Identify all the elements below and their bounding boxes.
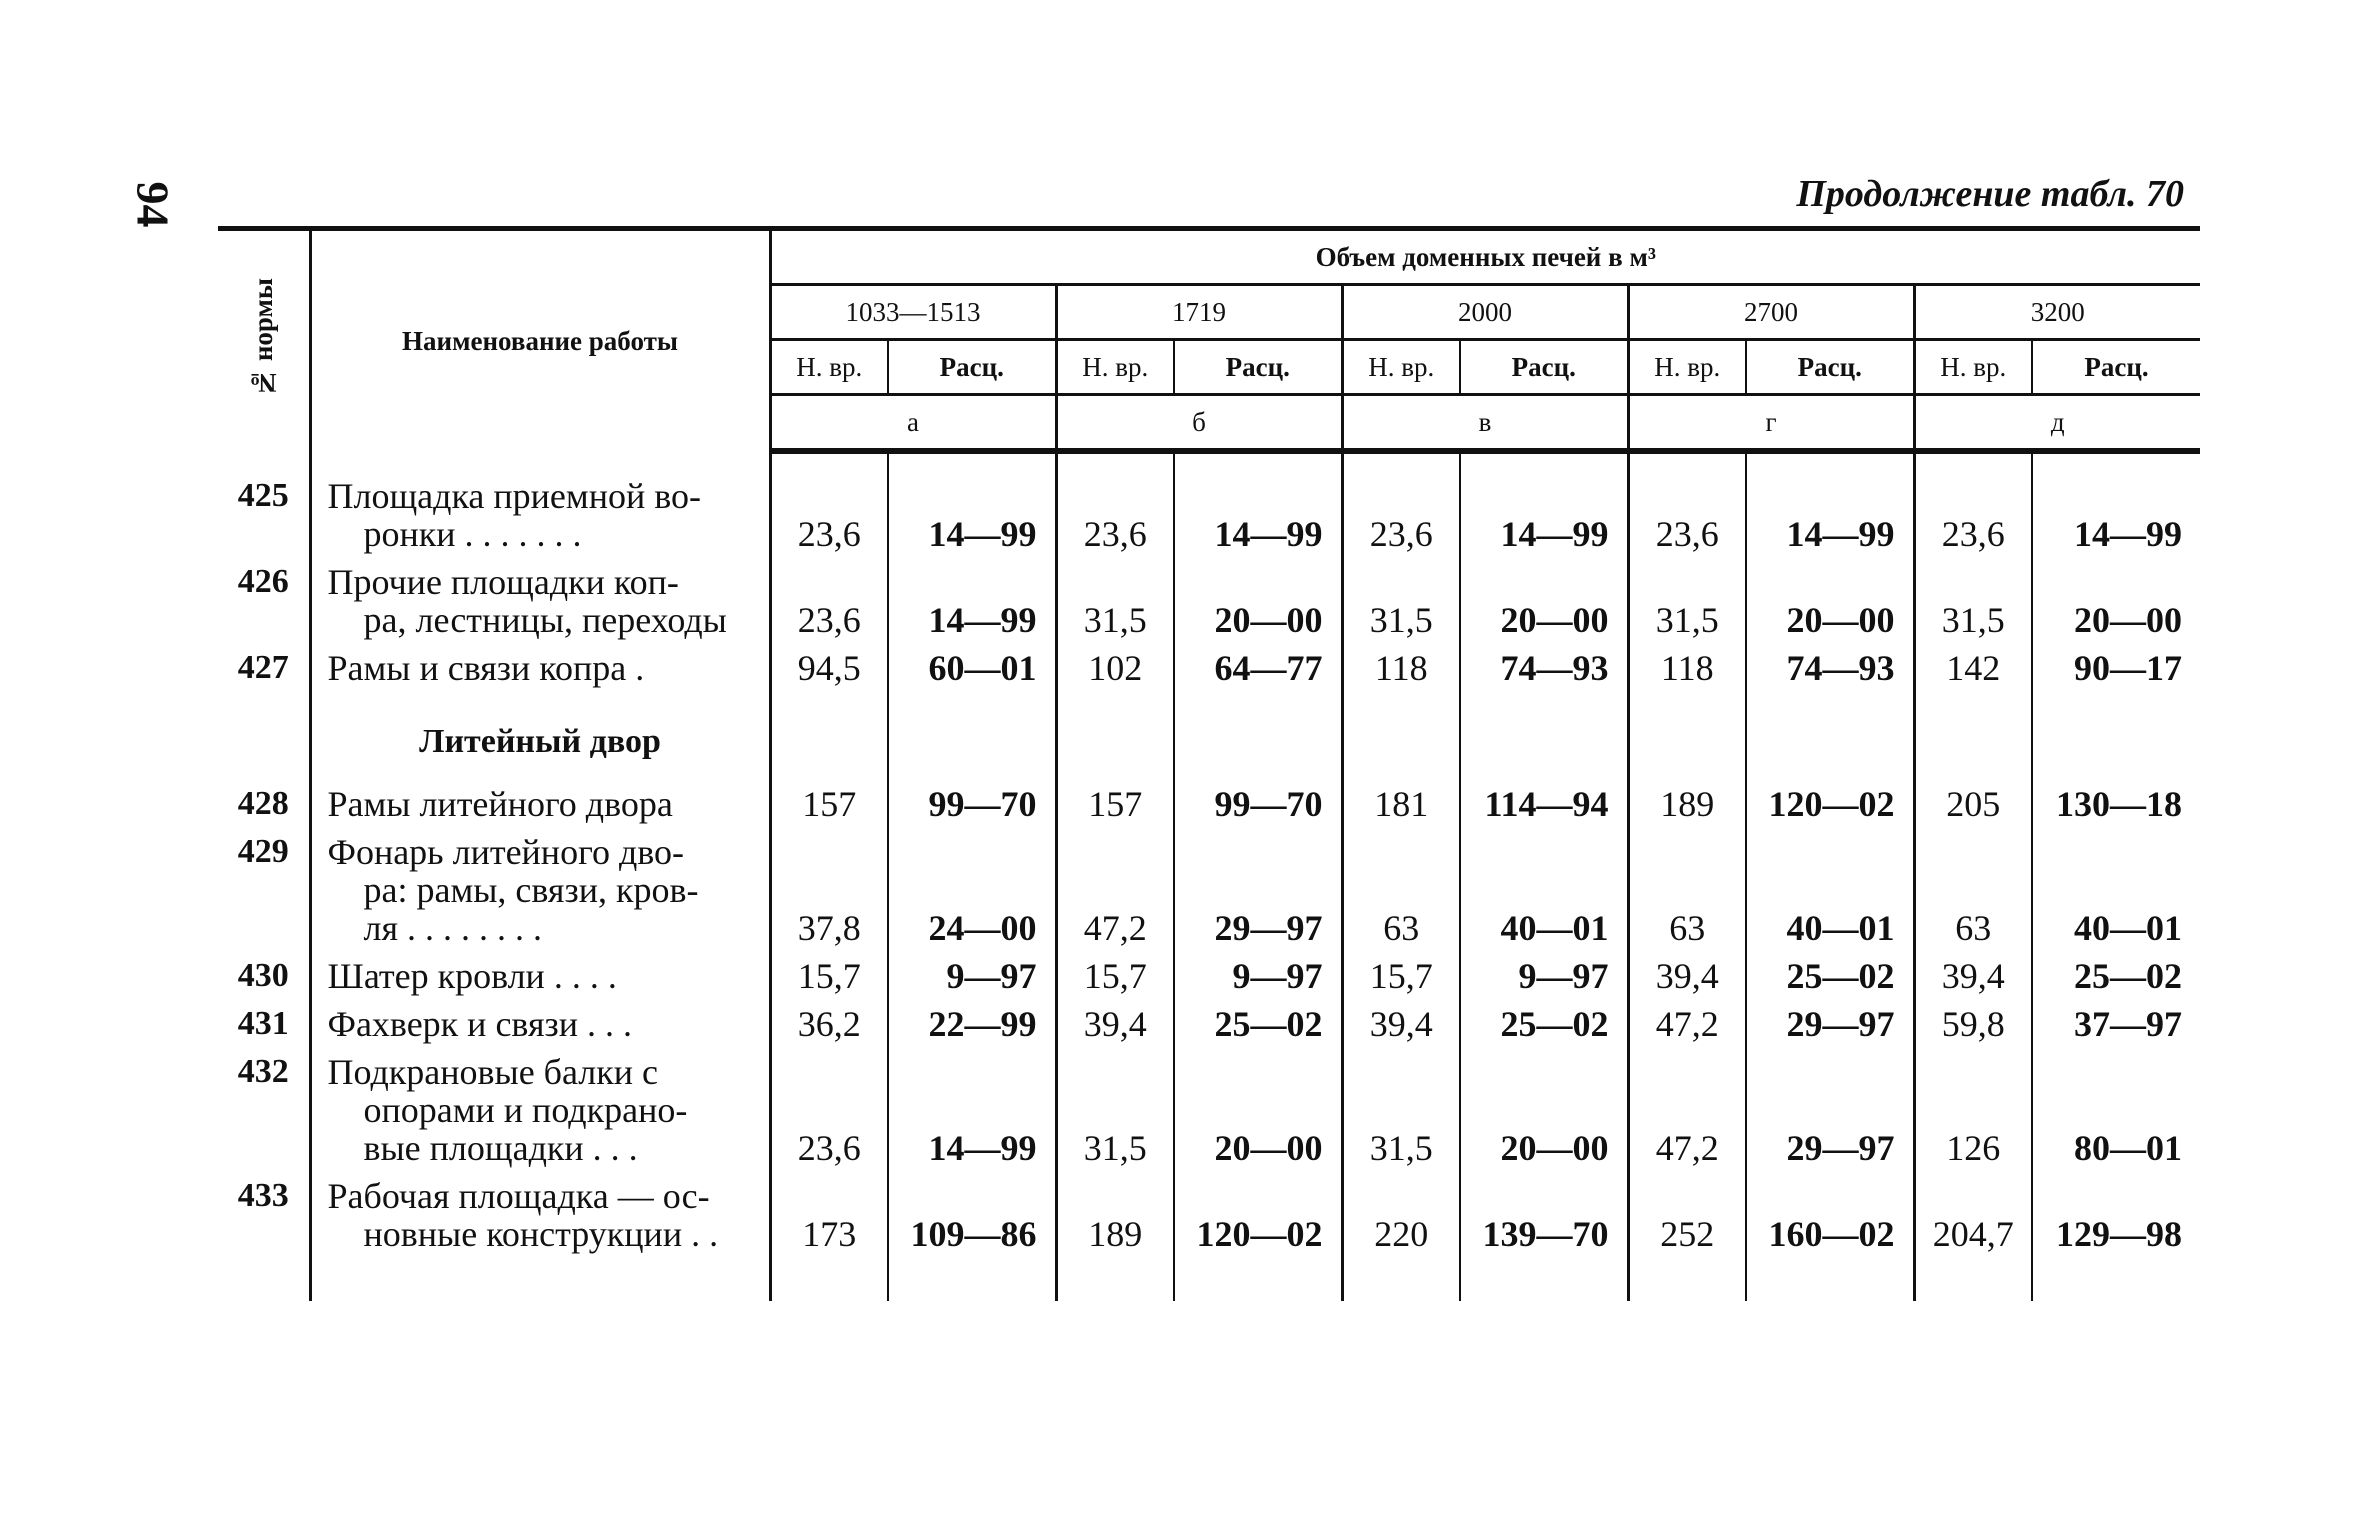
rate-value: 20—00	[1460, 1049, 1628, 1173]
norm-time-value: 39,4	[1628, 953, 1746, 1001]
norm-time-value: 23,6	[1628, 451, 1746, 559]
subheader-rate: Расц.	[1174, 340, 1342, 395]
subheader-norm-time: Н. вр.	[1342, 340, 1460, 395]
work-name-line: новные конструкции . .	[363, 1214, 719, 1254]
work-name-line: Шатер кровли . . . .	[327, 956, 617, 996]
norm-time-value: 39,4	[1914, 953, 2032, 1001]
norm-time-value: 23,6	[770, 451, 888, 559]
work-name	[310, 451, 770, 559]
rate-value: 14—99	[888, 1049, 1056, 1173]
norm-time-value: 173	[770, 1173, 888, 1301]
table-row	[218, 645, 2200, 693]
norm-time-value: 31,5	[1628, 559, 1746, 645]
section-empty-cell	[1914, 693, 2032, 781]
rate-value: 14—99	[1174, 451, 1342, 559]
work-name-line: ра: рамы, связи, кров-	[363, 870, 699, 910]
norm-time-value: 23,6	[770, 559, 888, 645]
work-name-line: опорами и подкрано-	[363, 1090, 688, 1130]
rate-value: 37—97	[2032, 1001, 2200, 1049]
norm-time-value: 118	[1628, 645, 1746, 693]
norm-time-value: 142	[1914, 645, 2032, 693]
rate-value: 20—00	[1460, 559, 1628, 645]
rate-value: 114—94	[1460, 781, 1628, 829]
section-empty-cell	[1746, 693, 1914, 781]
volume-header-4: 3200	[1914, 285, 2200, 340]
work-name-line: ра, лестницы, переходы	[363, 600, 727, 640]
table-body	[218, 451, 2200, 1301]
work-name	[310, 1173, 770, 1301]
rate-value: 139—70	[1460, 1173, 1628, 1301]
rate-value: 40—01	[2032, 829, 2200, 953]
norm-time-value: 37,8	[770, 829, 888, 953]
norm-time-value: 31,5	[1056, 1049, 1174, 1173]
section-empty-cell	[1342, 693, 1460, 781]
rate-value: 80—01	[2032, 1049, 2200, 1173]
table-row	[218, 1049, 2200, 1173]
work-name-line: Рамы и связи копра .	[327, 648, 645, 688]
section-empty-cell	[1056, 693, 1174, 781]
rate-value: 20—00	[1746, 559, 1914, 645]
norm-time-value: 118	[1342, 645, 1460, 693]
rate-value: 25—02	[2032, 953, 2200, 1001]
norm-time-value: 47,2	[1628, 1049, 1746, 1173]
table-row	[218, 1173, 2200, 1301]
table-row	[218, 559, 2200, 645]
work-name	[310, 645, 770, 693]
rate-value: 14—99	[1460, 451, 1628, 559]
norm-time-value: 31,5	[1056, 559, 1174, 645]
norm-time-value: 189	[1628, 781, 1746, 829]
norm-time-value: 47,2	[1056, 829, 1174, 953]
rate-value: 9—97	[1460, 953, 1628, 1001]
norm-number: 425	[218, 451, 310, 559]
section-empty-cell	[2032, 693, 2200, 781]
rate-value: 129—98	[2032, 1173, 2200, 1301]
norm-number: 426	[218, 559, 310, 645]
norm-number: 432	[218, 1049, 310, 1173]
rate-value: 99—70	[888, 781, 1056, 829]
subheader-rate: Расц.	[888, 340, 1056, 395]
norm-time-value: 189	[1056, 1173, 1174, 1301]
rate-value: 120—02	[1746, 781, 1914, 829]
norm-time-value: 36,2	[770, 1001, 888, 1049]
column-letter-1: б	[1056, 395, 1342, 452]
rate-value: 64—77	[1174, 645, 1342, 693]
table-row	[218, 781, 2200, 829]
subheader-rate: Расц.	[2032, 340, 2200, 395]
work-name-line: Рамы литейного двора	[327, 784, 673, 824]
rate-value: 74—93	[1460, 645, 1628, 693]
rate-value: 160—02	[1746, 1173, 1914, 1301]
rate-value: 24—00	[888, 829, 1056, 953]
column-letter-2: в	[1342, 395, 1628, 452]
rate-value: 25—02	[1460, 1001, 1628, 1049]
rate-value: 29—97	[1174, 829, 1342, 953]
section-empty-cell	[1174, 693, 1342, 781]
table-row	[218, 829, 2200, 953]
norm-time-value: 157	[1056, 781, 1174, 829]
work-name-line: Фахверк и связи . . .	[327, 1004, 632, 1044]
rate-value: 20—00	[1174, 559, 1342, 645]
rate-value: 14—99	[888, 559, 1056, 645]
work-name	[310, 559, 770, 645]
rate-value: 9—97	[1174, 953, 1342, 1001]
rate-value: 14—99	[888, 451, 1056, 559]
work-name-line: Площадка приемной во-	[327, 476, 701, 516]
rate-value: 40—01	[1746, 829, 1914, 953]
norm-time-value: 157	[770, 781, 888, 829]
section-empty-cell	[888, 693, 1056, 781]
rate-value: 90—17	[2032, 645, 2200, 693]
norm-time-value: 205	[1914, 781, 2032, 829]
column-header-number: № нормы	[218, 229, 310, 452]
table-row	[218, 451, 2200, 559]
rate-value: 14—99	[1746, 451, 1914, 559]
norm-time-value: 15,7	[1056, 953, 1174, 1001]
rate-value: 14—99	[2032, 451, 2200, 559]
section-empty-cell	[1628, 693, 1746, 781]
rate-value: 74—93	[1746, 645, 1914, 693]
norm-time-value: 23,6	[1914, 451, 2032, 559]
norm-time-value: 59,8	[1914, 1001, 2032, 1049]
table-row	[218, 953, 2200, 1001]
subheader-norm-time: Н. вр.	[1628, 340, 1746, 395]
section-title: Литейный двор	[310, 693, 770, 781]
norm-number: 428	[218, 781, 310, 829]
norm-time-value: 39,4	[1342, 1001, 1460, 1049]
norm-time-value: 23,6	[770, 1049, 888, 1173]
rate-value: 29—97	[1746, 1049, 1914, 1173]
norm-time-value: 39,4	[1056, 1001, 1174, 1049]
subheader-norm-time: Н. вр.	[770, 340, 888, 395]
subheader-rate: Расц.	[1460, 340, 1628, 395]
table-row	[218, 1001, 2200, 1049]
work-name	[310, 829, 770, 953]
work-name-line: Фонарь литейного дво-	[327, 832, 685, 872]
volume-header-0: 1033—1513	[770, 285, 1056, 340]
rate-value: 120—02	[1174, 1173, 1342, 1301]
section-empty-cell	[770, 693, 888, 781]
subheader-rate: Расц.	[1746, 340, 1914, 395]
norm-time-value: 23,6	[1056, 451, 1174, 559]
norm-time-value: 63	[1342, 829, 1460, 953]
work-name	[310, 1049, 770, 1173]
norm-time-value: 102	[1056, 645, 1174, 693]
rate-value: 25—02	[1174, 1001, 1342, 1049]
norm-time-value: 31,5	[1342, 559, 1460, 645]
norm-time-value: 204,7	[1914, 1173, 2032, 1301]
rate-value: 20—00	[2032, 559, 2200, 645]
rate-value: 9—97	[888, 953, 1056, 1001]
table-header	[218, 229, 2200, 452]
norm-time-value: 15,7	[1342, 953, 1460, 1001]
norm-time-value: 47,2	[1628, 1001, 1746, 1049]
norm-time-value: 220	[1342, 1173, 1460, 1301]
volume-header-2: 2000	[1342, 285, 1628, 340]
norm-time-value: 15,7	[770, 953, 888, 1001]
rate-value: 99—70	[1174, 781, 1342, 829]
column-header-volume: Объем доменных печей в м³	[770, 229, 2200, 285]
work-name	[310, 781, 770, 829]
norm-time-value: 23,6	[1342, 451, 1460, 559]
work-name-line: Подкрановые балки с	[327, 1052, 658, 1092]
volume-header-3: 2700	[1628, 285, 1914, 340]
norm-table	[218, 226, 2200, 1301]
norm-time-value: 181	[1342, 781, 1460, 829]
column-header-name: Наименование работы	[310, 229, 770, 452]
rate-value: 130—18	[2032, 781, 2200, 829]
section-number-empty	[218, 693, 310, 781]
work-name-line: ронки . . . . . . .	[363, 514, 582, 554]
page-number: 94	[127, 181, 179, 228]
norm-time-value: 94,5	[770, 645, 888, 693]
section-row	[218, 693, 2200, 781]
norm-time-value: 63	[1914, 829, 2032, 953]
rate-value: 22—99	[888, 1001, 1056, 1049]
work-name	[310, 953, 770, 1001]
norm-time-value: 252	[1628, 1173, 1746, 1301]
norm-number: 430	[218, 953, 310, 1001]
column-letter-0: а	[770, 395, 1056, 452]
subheader-norm-time: Н. вр.	[1914, 340, 2032, 395]
subheader-norm-time: Н. вр.	[1056, 340, 1174, 395]
norm-time-value: 126	[1914, 1049, 2032, 1173]
rate-value: 40—01	[1460, 829, 1628, 953]
work-name-line: вые площадки . . .	[363, 1128, 638, 1168]
work-name-line: ля . . . . . . . .	[363, 908, 543, 948]
norm-number: 431	[218, 1001, 310, 1049]
norm-number: 433	[218, 1173, 310, 1301]
rate-value: 20—00	[1174, 1049, 1342, 1173]
norm-time-value: 31,5	[1342, 1049, 1460, 1173]
norm-time-value: 63	[1628, 829, 1746, 953]
rate-value: 25—02	[1746, 953, 1914, 1001]
rate-value: 60—01	[888, 645, 1056, 693]
section-empty-cell	[1460, 693, 1628, 781]
column-letter-3: г	[1628, 395, 1914, 452]
work-name	[310, 1001, 770, 1049]
norm-number: 427	[218, 645, 310, 693]
rate-value: 29—97	[1746, 1001, 1914, 1049]
volume-header-1: 1719	[1056, 285, 1342, 340]
norm-time-value: 31,5	[1914, 559, 2032, 645]
rate-value: 109—86	[888, 1173, 1056, 1301]
norm-number: 429	[218, 829, 310, 953]
work-name-line: Рабочая площадка — ос-	[327, 1176, 710, 1216]
table-continuation-title: Продолжение табл. 70	[1796, 173, 2184, 215]
work-name-line: Прочие площадки коп-	[327, 562, 679, 602]
column-letter-4: д	[1914, 395, 2200, 452]
